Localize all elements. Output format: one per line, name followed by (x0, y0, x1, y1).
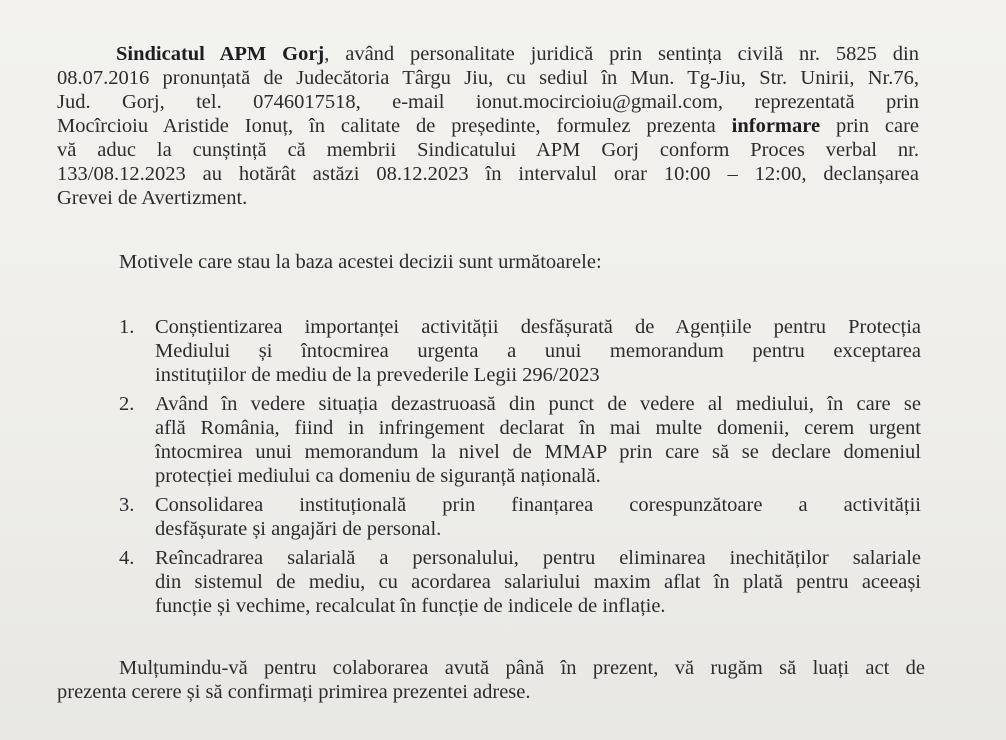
closing-line-1: Mulțumindu-vă pentru colaborarea avută până în prezent, vă rugăm să luați act de (119, 657, 925, 679)
intro-line-2: 08.07.2016 pronunțată de Judecătoria Târgu Jiu, cu sediul în Mun. Tg-Jiu, Str. Unirii, Nr.76, (57, 67, 919, 89)
list-item-1-line-2: Mediului și întocmirea urgenta a unui memorandum pentru exceptarea (155, 340, 921, 362)
intro-line-5: vă aduc la cunștință că membrii Sindicatului APM Gorj conform Proces verbal nr. (57, 139, 919, 161)
intro-line-4 (57, 114, 919, 138)
list-item-number: 3. (119, 494, 135, 516)
list-item-2-line-2: află România, fiind in infringement declarat în mai multe domenii, cerem urgent (155, 417, 921, 439)
list-item-4-line-2: din sistemul de mediu, cu acordarea salariului maxim aflat în plată pentru aceeași (155, 571, 921, 593)
intro-line-6: 133/08.12.2023 au hotărât astăzi 08.12.2023 în intervalul orar 10:00 – 12:00, declanșarea (57, 163, 919, 185)
closing-line-2: prezenta cerere și să confirmați primirea prezentei adrese. (57, 681, 531, 703)
intro-line-3: Jud. Gorj, tel. 0746017518, e-mail ionut.mocircioiu@gmail.com, reprezentată prin (57, 91, 919, 113)
list-item-2-line-3: întocmirea unui memorandum la nivel de MMAP prin care să se declare domeniul (155, 441, 921, 463)
list-item-4-line-1: Reîncadrarea salarială a personalului, pentru eliminarea inechităților salariale (155, 547, 921, 569)
list-item-3-line-2: desfășurate și angajări de personal. (155, 518, 442, 540)
list-item-number: 1. (119, 316, 135, 338)
list-item-number: 4. (119, 547, 135, 569)
intro-line-1-text: , având personalitate juridică prin sentința civilă nr. 5825 din (324, 43, 919, 65)
list-item-1-line-3: instituțiilor de mediu de la prevederile Legii 296/2023 (155, 364, 600, 386)
motives-heading: Motivele care stau la baza acestei decizii sunt următoarele: (119, 251, 602, 273)
intro-line-4-end: prin care (820, 115, 919, 137)
list-item-4-line-3: funcție și vechime, recalculat în funcție de indicele de inflație. (155, 595, 666, 617)
list-item-2-line-4: protecției mediului ca domeniu de siguranță națională. (155, 465, 601, 487)
intro-line-1 (116, 42, 919, 66)
intro-line-4-text: Mocîrcioiu Aristide Ionuț, în calitate de președinte, formulez prezenta (57, 115, 732, 137)
organization-name: Sindicatul APM Gorj (116, 43, 325, 65)
list-item-2-line-1: Având în vedere situația dezastruoasă din punct de vedere al mediului, în care se (155, 393, 921, 415)
list-item-3-line-1: Consolidarea instituțională prin finanțarea corespunzătoare a activității (155, 494, 921, 516)
list-item-1-line-1: Conștientizarea importanței activității desfășurată de Agențiile pentru Protecția (155, 316, 921, 338)
intro-line-7: Grevei de Avertizment. (57, 187, 248, 209)
list-item-number: 2. (119, 393, 135, 415)
informare-keyword: informare (731, 115, 821, 137)
